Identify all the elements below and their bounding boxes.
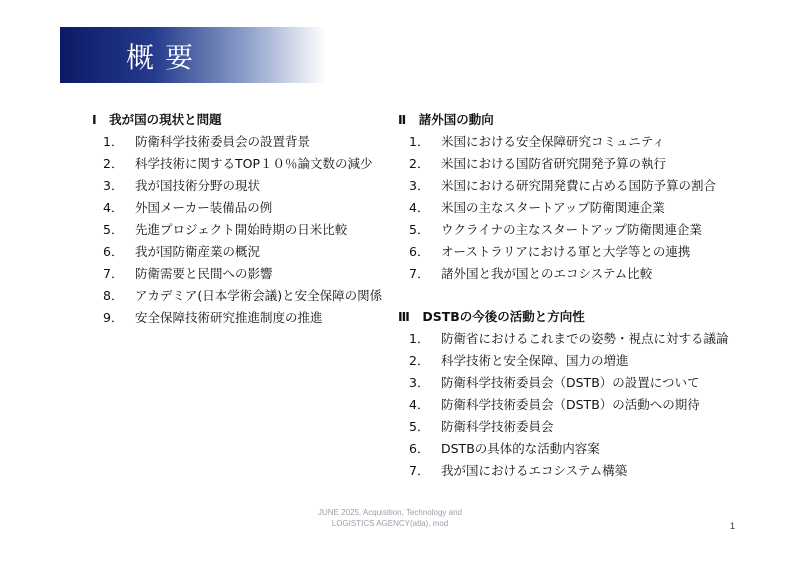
item-text: アカデミア(日本学術会議)と安全保障の関係 (135, 288, 383, 303)
item-text: 防衛科学技術委員会の設置背景 (135, 134, 311, 149)
section-1-item (103, 286, 382, 304)
section-1-item (103, 242, 260, 260)
item-text: ウクライナの主なスタートアップ防衛関連企業 (441, 222, 702, 237)
item-text: 先進プロジェクト開始時期の日米比較 (135, 222, 348, 237)
section-3-heading: Ⅲ DSTBの今後の活動と方向性 (398, 309, 585, 324)
item-text: 諸外国と我が国とのエコシステム比較 (441, 266, 653, 281)
section-3-item (409, 417, 554, 435)
section-1-item (103, 154, 373, 172)
item-number: 9． (103, 310, 124, 325)
item-number: 3． (409, 375, 430, 390)
item-text: 防衛科学技術委員会（DSTB）の設置について (441, 375, 700, 390)
item-number: 6． (409, 244, 430, 259)
item-number: 6． (103, 244, 124, 259)
item-text: 防衛科学技術委員会（DSTB）の活動への期待 (441, 397, 700, 412)
item-text: 科学技術に関するTOP１０％論文数の減少 (135, 156, 373, 171)
item-number: 5． (103, 222, 124, 237)
section-1-item (103, 132, 310, 150)
item-number: 7． (409, 266, 430, 281)
section-1-item (103, 198, 272, 216)
item-text: 我が国防衛産業の概況 (135, 244, 261, 259)
section-3-item (409, 351, 629, 369)
section-3-item (409, 373, 700, 391)
item-number: 3． (103, 178, 124, 193)
item-text: DSTBの具体的な活動内容案 (441, 441, 600, 456)
item-text: 我が国技術分野の現状 (135, 178, 261, 193)
item-number: 8． (103, 288, 124, 303)
section-3-item (409, 439, 600, 457)
item-number: 7． (103, 266, 124, 281)
section-3-item (409, 329, 729, 347)
section-2-item (409, 264, 652, 282)
item-text: 米国における安全保障研究コミュニティ (441, 134, 665, 149)
page-title: 概要 (126, 41, 205, 74)
item-number: 5． (409, 419, 430, 434)
footer-line-2: LOGISTICS AGENCY(atla), mod (331, 519, 449, 528)
section-2-item (409, 220, 702, 238)
section-1-item (103, 308, 323, 326)
item-number: 4． (409, 200, 430, 215)
section-2-item (409, 242, 690, 260)
item-text: 米国における国防省研究開発予算の執行 (441, 156, 667, 171)
footer (300, 507, 480, 529)
section-2-item (409, 132, 665, 150)
section-1-item (103, 264, 273, 282)
footer-line-1: JUNE 2025, Acquisition, Technology and (318, 508, 462, 517)
section-1-heading: Ⅰ 我が国の現状と問題 (92, 112, 222, 127)
item-text: 外国メーカー装備品の例 (135, 200, 273, 215)
item-text: 米国における研究開発費に占める国防予算の割合 (441, 178, 717, 193)
item-text: 科学技術と安全保障、国力の増進 (441, 353, 629, 368)
item-number: 3． (409, 178, 430, 193)
item-text: 米国の主なスタートアップ防衛関連企業 (441, 200, 665, 215)
item-text: 防衛科学技術委員会 (441, 419, 554, 434)
item-text: 我が国におけるエコシステム構築 (441, 463, 628, 478)
item-number: 2． (103, 156, 124, 171)
item-number: 2． (409, 156, 430, 171)
page-number: 1 (730, 521, 736, 531)
item-number: 4． (103, 200, 124, 215)
item-text: オーストラリアにおける軍と大学等との連携 (441, 244, 691, 259)
section-3-item (409, 461, 627, 479)
item-number: 1． (409, 331, 430, 346)
item-number: 7． (409, 463, 430, 478)
section-1-item (103, 176, 260, 194)
section-2-heading: Ⅱ 諸外国の動向 (398, 112, 494, 127)
item-text: 安全保障技術研究推進制度の推進 (135, 310, 323, 325)
item-number: 2． (409, 353, 430, 368)
section-3-item (409, 395, 700, 413)
item-text: 防衛省におけるこれまでの姿勢・視点に対する議論 (441, 331, 729, 346)
item-number: 6． (409, 441, 430, 456)
item-number: 1． (409, 134, 430, 149)
item-text: 防衛需要と民間への影響 (135, 266, 273, 281)
section-2-item (409, 176, 716, 194)
section-1-item (103, 220, 347, 238)
section-2-item (409, 198, 665, 216)
item-number: 5． (409, 222, 430, 237)
item-number: 4． (409, 397, 430, 412)
section-2-item (409, 154, 666, 172)
item-number: 1． (103, 134, 124, 149)
